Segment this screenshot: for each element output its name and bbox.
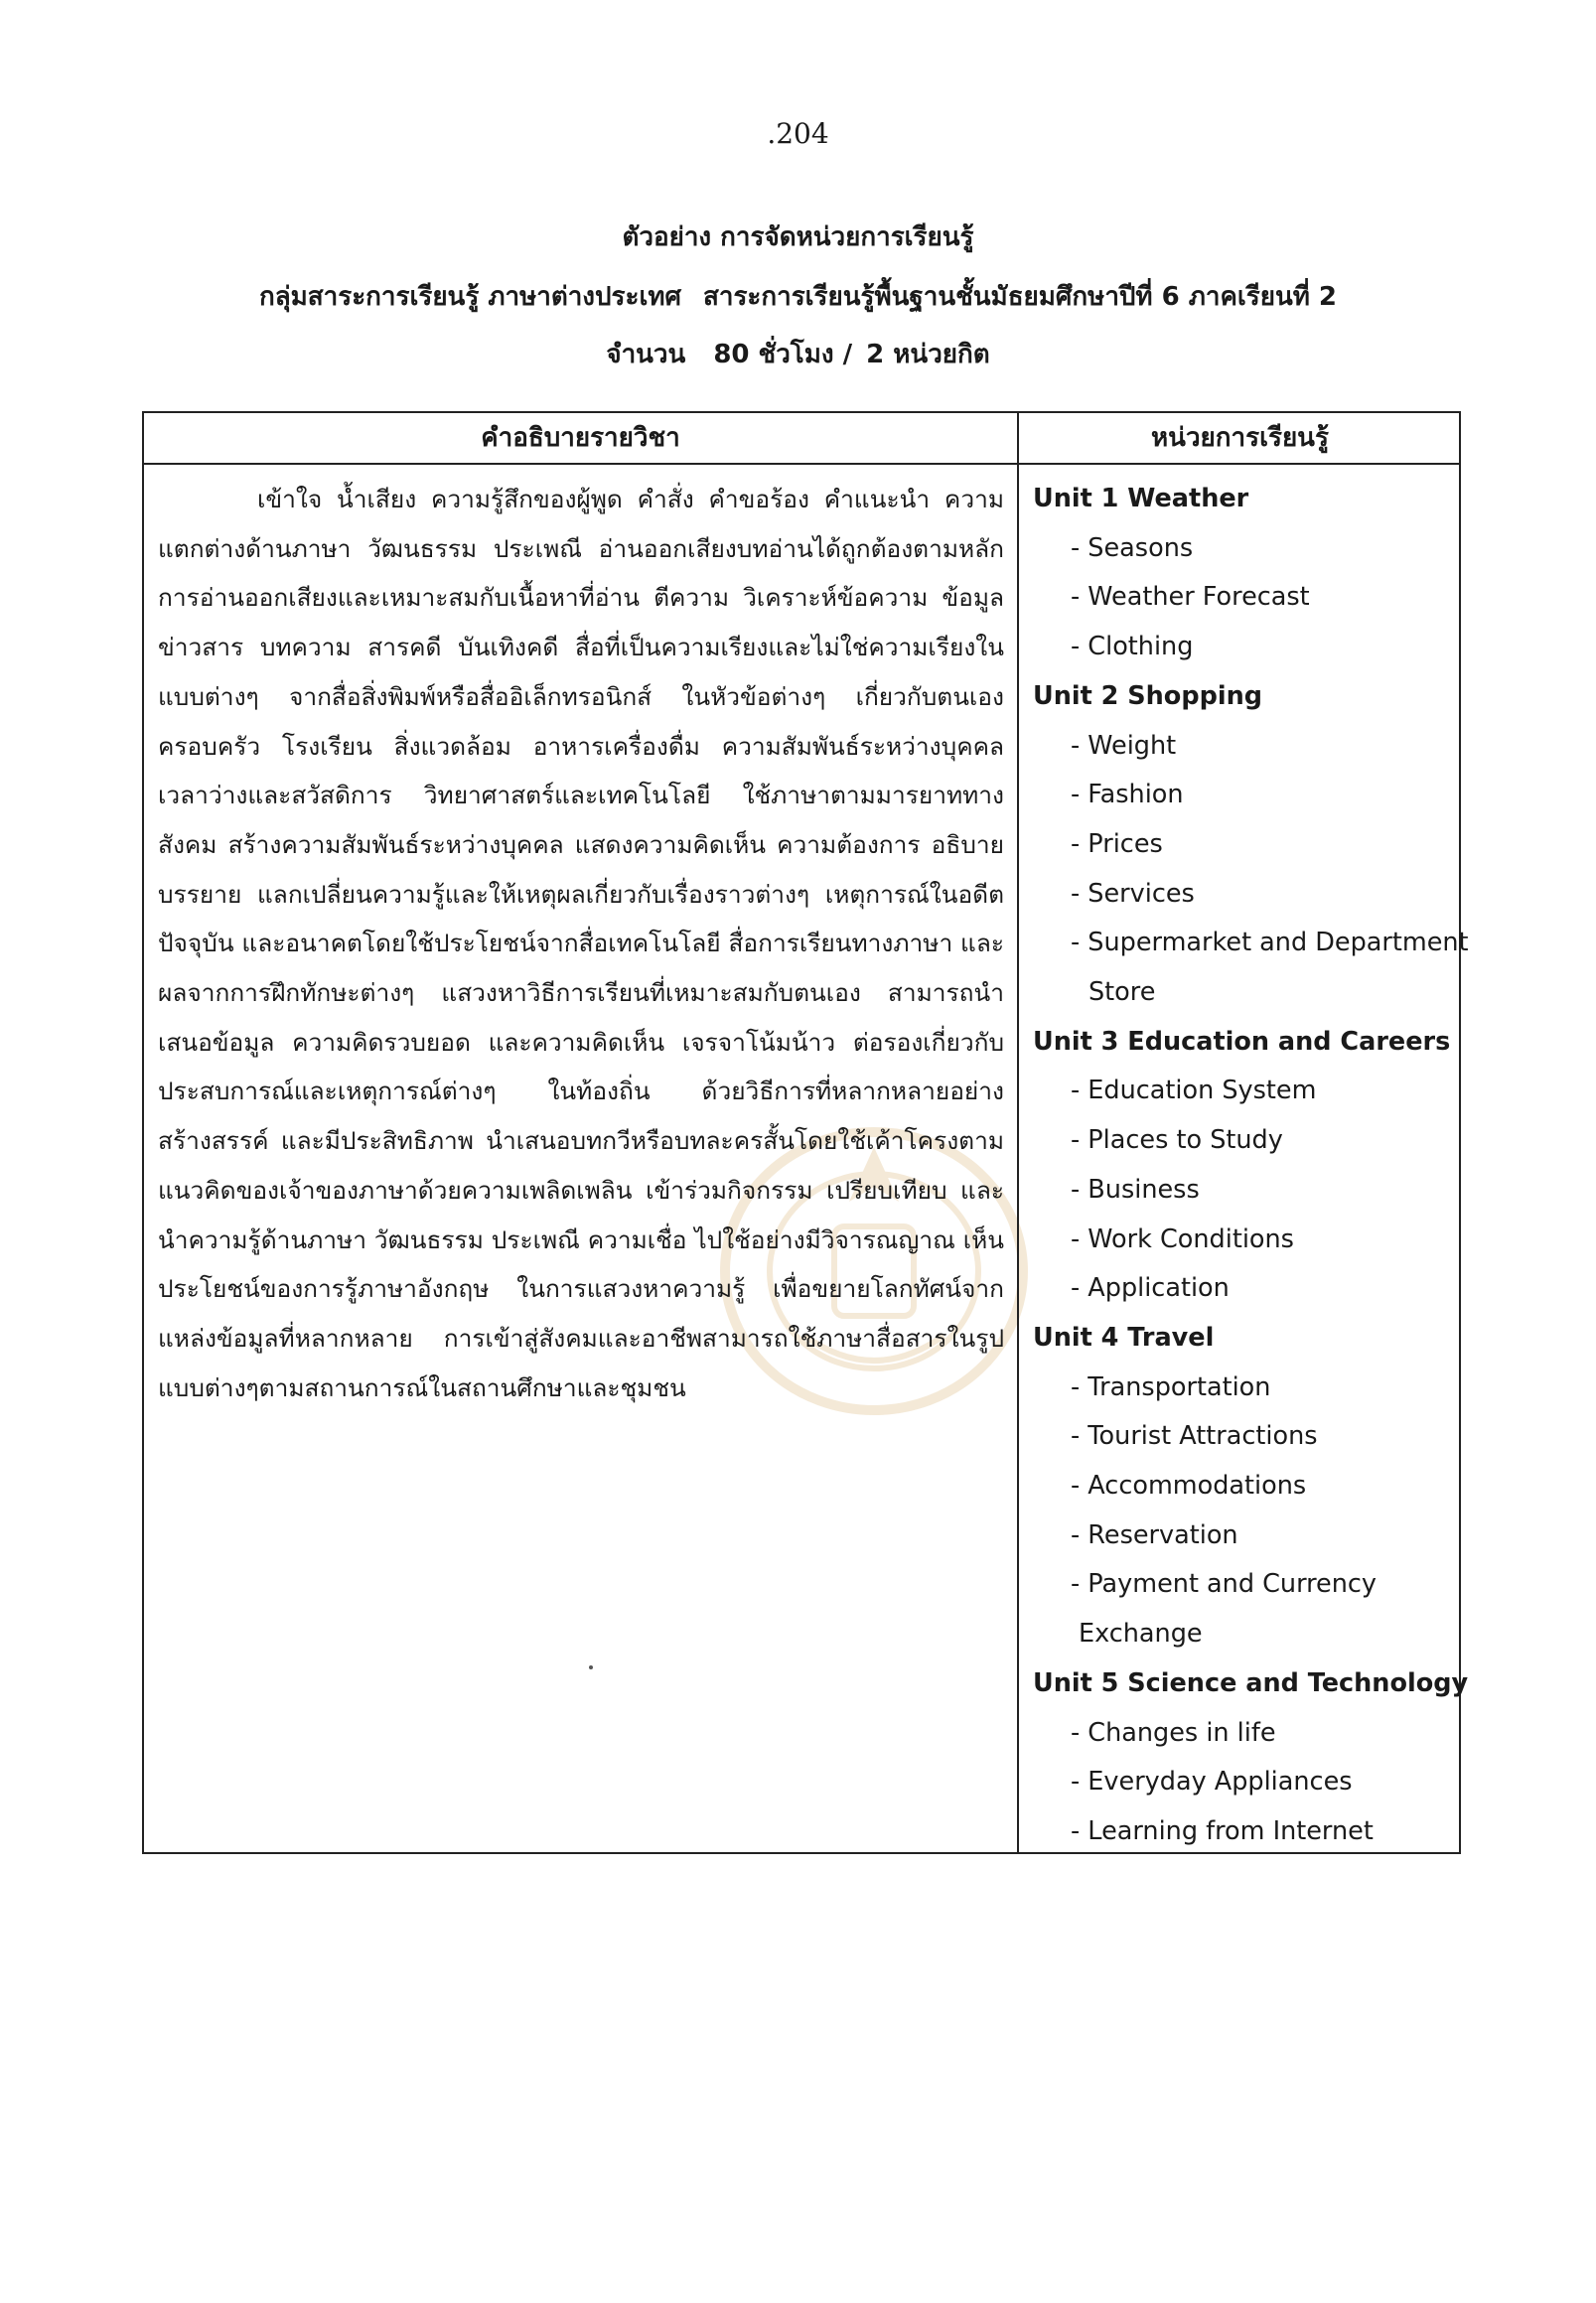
header-row-divider <box>144 463 1459 465</box>
amount-label: จำนวน <box>606 340 686 369</box>
unit-topic: - Accommodations <box>1071 1471 1307 1502</box>
unit-title: Unit 5 Science and Technology <box>1033 1667 1469 1698</box>
unit-topic: - Education System <box>1071 1076 1317 1106</box>
unit-topic: - Weight <box>1071 730 1177 761</box>
learning-units-header: หน่วยการเรียนรู้ <box>1151 423 1329 453</box>
unit-topic: - Fashion <box>1071 780 1184 810</box>
hours-credits-line <box>0 334 1596 374</box>
unit-title: Unit 4 Travel <box>1033 1322 1215 1353</box>
unit-topic: - Clothing <box>1071 632 1194 662</box>
unit-topic: - Learning from Internet <box>1071 1815 1374 1846</box>
unit-topic-continuation: Store <box>1088 977 1156 1008</box>
unit-topic: - Services <box>1071 878 1195 909</box>
unit-topic: - Weather Forecast <box>1071 582 1310 613</box>
course-level: สาระการเรียนรู้พื้นฐานชั้นมัธยมศึกษาปีที่ 6 ภาคเรียนที่ 2 <box>702 282 1338 312</box>
course-description-text: เข้าใจ น้ำเสียง ความรู้สึกของผู้พูด คำสั่ง คำขอร้อง คำแนะนำ ความแตกต่างด้านภาษา วัฒนธรรม ประเพณี อ่านออกเสียงบทอ่านได้ถูกต้องตามหลักการอ่านออกเสียงและเหมาะสมกับเนื้อหาที่อ่าน ตีความ วิเคราะห์ข้อความ ข้อมูล ข่าวสาร บทความ สารคดี บันเทิงคดี สื่อที่เป็นความเรียงและไม่ใช่ความเรียงในแบบต่างๆ จากสื่อสิ่งพิมพ์หรือสื่ออิเล็กทรอนิกส์ ในหัวข้อต่างๆ เกี่ยวกับตนเอง ครอบครัว โรงเรียน สิ่งแวดล้อม อาหารเครื่องดื่ม ความสัมพันธ์ระหว่างบุคคล เวลาว่างและสวัสดิการ วิทยาศาสตร์และเทคโนโลยี ใช้ภาษาตามมารยาททางสังคม สร้างความสัมพันธ์ระหว่างบุคคล แสดงความคิดเห็น ความต้องการ อธิบาย บรรยาย แลกเปลี่ยนความรู้และให้เหตุผลเกี่ยวกับเรื่องราวต่างๆ เหตุการณ์ในอดีต ปัจจุบัน และอนาคตโดยใช้ประโยชน์จากสื่อเทคโนโลยี สื่อการเรียนทางภาษา และผลจากการฝึกทักษะต่างๆ แสวงหาวิธีการเรียนที่เหมาะสมกับตนเอง สามารถนำเสนอข้อมูล ความคิดรวบยอด และความคิดเห็น เจรจาโน้มน้าว ต่อรองเกี่ยวกับประสบการณ์และเหตุการณ์ต่างๆ ในท้องถิ่น ด้วยวิธีการที่หลากหลายอย่างสร้างสรรค์ และมีประสิทธิภาพ นำเสนอบทกวีหรือบทละครสั้นโดยใช้เค้าโครงตามแนวคิดของเจ้าของภาษาด้วยความเพลิดเพลิน เข้าร่วมกิจกรรม เปรียบเทียบ และนำความรู้ด้านภาษา วัฒนธรรม ประเพณี ความเชื่อ ไปใช้อย่างมีวิจารณญาณ เห็นประโยชน์ของการรู้ภาษาอังกฤษ ในการแสวงหาความรู้ เพื่อขยายโลกทัศน์จากแหล่งข้อมูลที่หลากหลาย การเข้าสู่สังคมและอาชีพสามารถใช้ภาษาสื่อสารในรูปแบบต่างๆตามสถานการณ์ในสถานศึกษาและชุมชน <box>158 485 1004 1402</box>
column-divider <box>1017 413 1019 1852</box>
course-description-header: คำอธิบายรายวิชา <box>481 423 680 453</box>
stray-dot <box>589 1665 593 1669</box>
unit-topic: - Transportation <box>1071 1371 1271 1402</box>
learning-units-list <box>1033 475 1469 1857</box>
unit-topic: - Everyday Appliances <box>1071 1767 1353 1798</box>
unit-title: Unit 1 Weather <box>1033 484 1249 513</box>
unit-topic: - Work Conditions <box>1071 1223 1294 1254</box>
unit-topic: - Supermarket and Department <box>1071 928 1469 958</box>
subject-line <box>0 276 1596 317</box>
unit-topic: - Business <box>1071 1174 1200 1205</box>
unit-topic: - Seasons <box>1071 532 1194 563</box>
document-title <box>0 216 1596 257</box>
unit-topic: - Changes in life <box>1071 1717 1276 1748</box>
page-number: .204 <box>767 117 829 150</box>
unit-topic: - Places to Study <box>1071 1125 1283 1156</box>
unit-topic: - Reservation <box>1071 1519 1238 1550</box>
unit-topic: - Prices <box>1071 828 1163 859</box>
unit-topic: - Tourist Attractions <box>1071 1421 1318 1452</box>
unit-title: Unit 3 Education and Careers <box>1033 1026 1451 1057</box>
hours-value: 80 ชั่วโมง / <box>713 340 853 369</box>
document-title-text: ตัวอย่าง การจัดหน่วยการเรียนรู้ <box>622 222 974 252</box>
learning-area: กลุ่มสาระการเรียนรู้ ภาษาต่างประเทศ <box>258 282 681 312</box>
unit-topic-continuation: Exchange <box>1079 1619 1203 1650</box>
unit-topic: - Payment and Currency <box>1071 1569 1378 1600</box>
unit-title: Unit 2 Shopping <box>1033 680 1262 711</box>
unit-topic: - Application <box>1071 1273 1230 1304</box>
credits-value: 2 หน่วยกิต <box>866 340 990 369</box>
syllabus-table <box>142 411 1469 1854</box>
